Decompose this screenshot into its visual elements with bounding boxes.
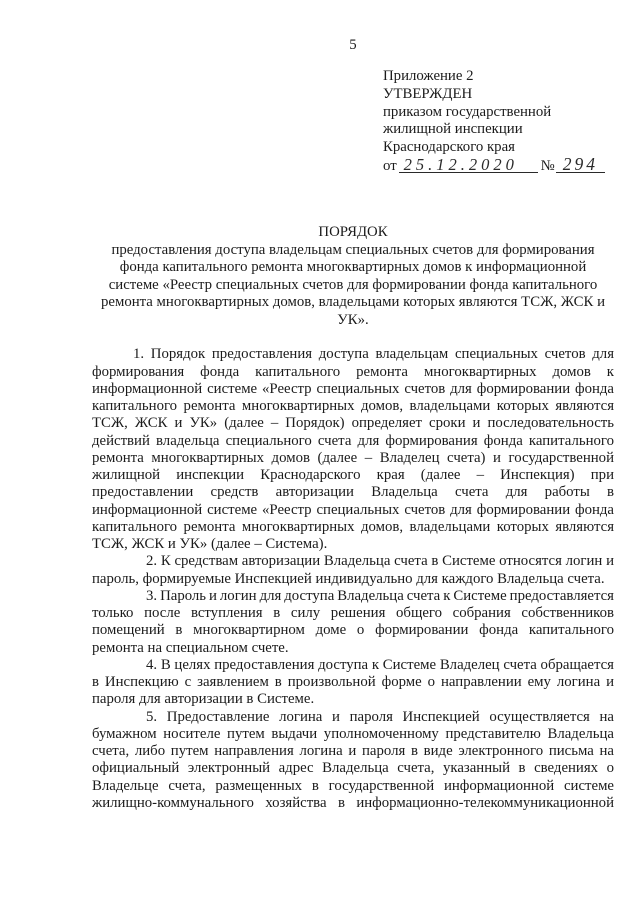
approval-order-line: жилищной инспекции [383,121,523,138]
paragraph-line: 1. Порядок предоставления доступа владельцам специальных счетов для [133,346,614,363]
paragraph-line: пароля для авторизации в Системе. [92,691,315,708]
paragraph-line: ремонта на специальном счете. [92,639,289,656]
paragraph-line: информационной системе «Реестр специальных счетов для формировании фонда [92,501,614,518]
subtitle-line: ремонта многоквартирных домов, владельцами которых являются ТСЖ, ЖСК и [101,294,605,311]
paragraph-line: жилищно-коммунального хозяйства в информационно-телекоммуникационной [92,794,614,811]
paragraph-line: 2. К средствам авторизации Владельца счета в Системе относятся логин и [146,553,614,570]
paragraph-1 [92,346,614,553]
paragraph-4 [92,657,614,709]
paragraph-line: 5. Предоставление логина и пароля Инспекцией осуществляется на [146,708,614,725]
handwritten-number: 294 [556,157,605,173]
approval-order-line: Краснодарского края [383,139,515,156]
paragraph-line: информационной системе «Реестр специальных счетов для формировании фонда [92,380,614,397]
paragraph-line: ТСЖ, ЖСК и УК» (далее – Порядок) определяет сроки и последовательность [92,415,614,432]
approval-order-line: приказом государственной [383,103,552,120]
document-title: ПОРЯДОК [318,224,388,240]
subtitle-line: системе «Реестр специальных счетов для формировании фонда капитального [108,276,598,293]
paragraph-line: предоставлении средств авторизации Владельца счета для работы в [92,484,614,501]
subtitle-line: фонда капитального ремонта многоквартирных домов к информационной [119,259,587,276]
paragraph-line: действий владельца специального счета для формирования фонда капитального [92,432,614,449]
paragraph-line: в Инспекцию с заявлением в произвольной форме о направлении ему логина и [92,674,614,691]
document-body [92,346,614,812]
paragraph-line: бумажном носителе путем выдачи уполномоченному представителю Владельца [92,725,614,742]
paragraph-line: 4. В целях предоставления доступа к Системе Владелец счета обращается [146,656,614,673]
paragraph-3 [92,588,614,657]
paragraph-line: помещений в многоквартирном доме о формировании фонда капитального [92,622,614,639]
paragraph-2 [92,553,614,588]
subtitle-line: УК». [337,311,369,328]
handwritten-date: 25.12.2020 [399,157,538,173]
paragraph-line: формирования фонда капитального ремонта многоквартирных домов к [92,363,614,380]
paragraph-line: официальный электронный адрес Владельца счета, указанный в сведениях о [92,760,614,777]
paragraph-line: только после вступления в силу решения общего собрания собственников [92,605,614,622]
paragraph-line: жилищной инспекции Краснодарского края (далее – Инспекция) при [92,467,614,484]
document-heading [92,224,614,330]
paragraph-line: счета, либо путем направления логина и пароля в виде электронного письма на [92,743,614,760]
date-prefix: от [383,157,397,174]
paragraph-line: пароль, формируемые Инспекцией индивидуально для каждого Владельца счета. [92,570,605,587]
paragraph-line: ТСЖ, ЖСК и УК» (далее – Система). [92,536,328,553]
paragraph-line: Владельце счета, размещенных в государственной информационной системе [92,777,614,794]
approved-label: УТВЕРЖДЕН [383,85,473,102]
paragraph-line: 3. Пароль и логин для доступа Владельца счета к Системе предоставляется [146,587,614,604]
paragraph-line: капитального ремонта многоквартирных домов, владельцами которых являются [92,518,614,535]
paragraph-line: ремонта многоквартирных домов (далее – Владелец счета) и государственной [92,449,614,466]
approval-block [383,68,628,176]
paragraph-line: капитального ремонта многоквартирных домов, владельцами которых являются [92,398,614,415]
number-sign: № [540,157,555,174]
appendix-label: Приложение 2 [383,68,474,84]
subtitle-line: предоставления доступа владельцам специальных счетов для формирования [111,241,595,258]
approval-date-row [383,153,628,176]
paragraph-5 [92,709,614,813]
page-number: 5 [349,37,357,53]
